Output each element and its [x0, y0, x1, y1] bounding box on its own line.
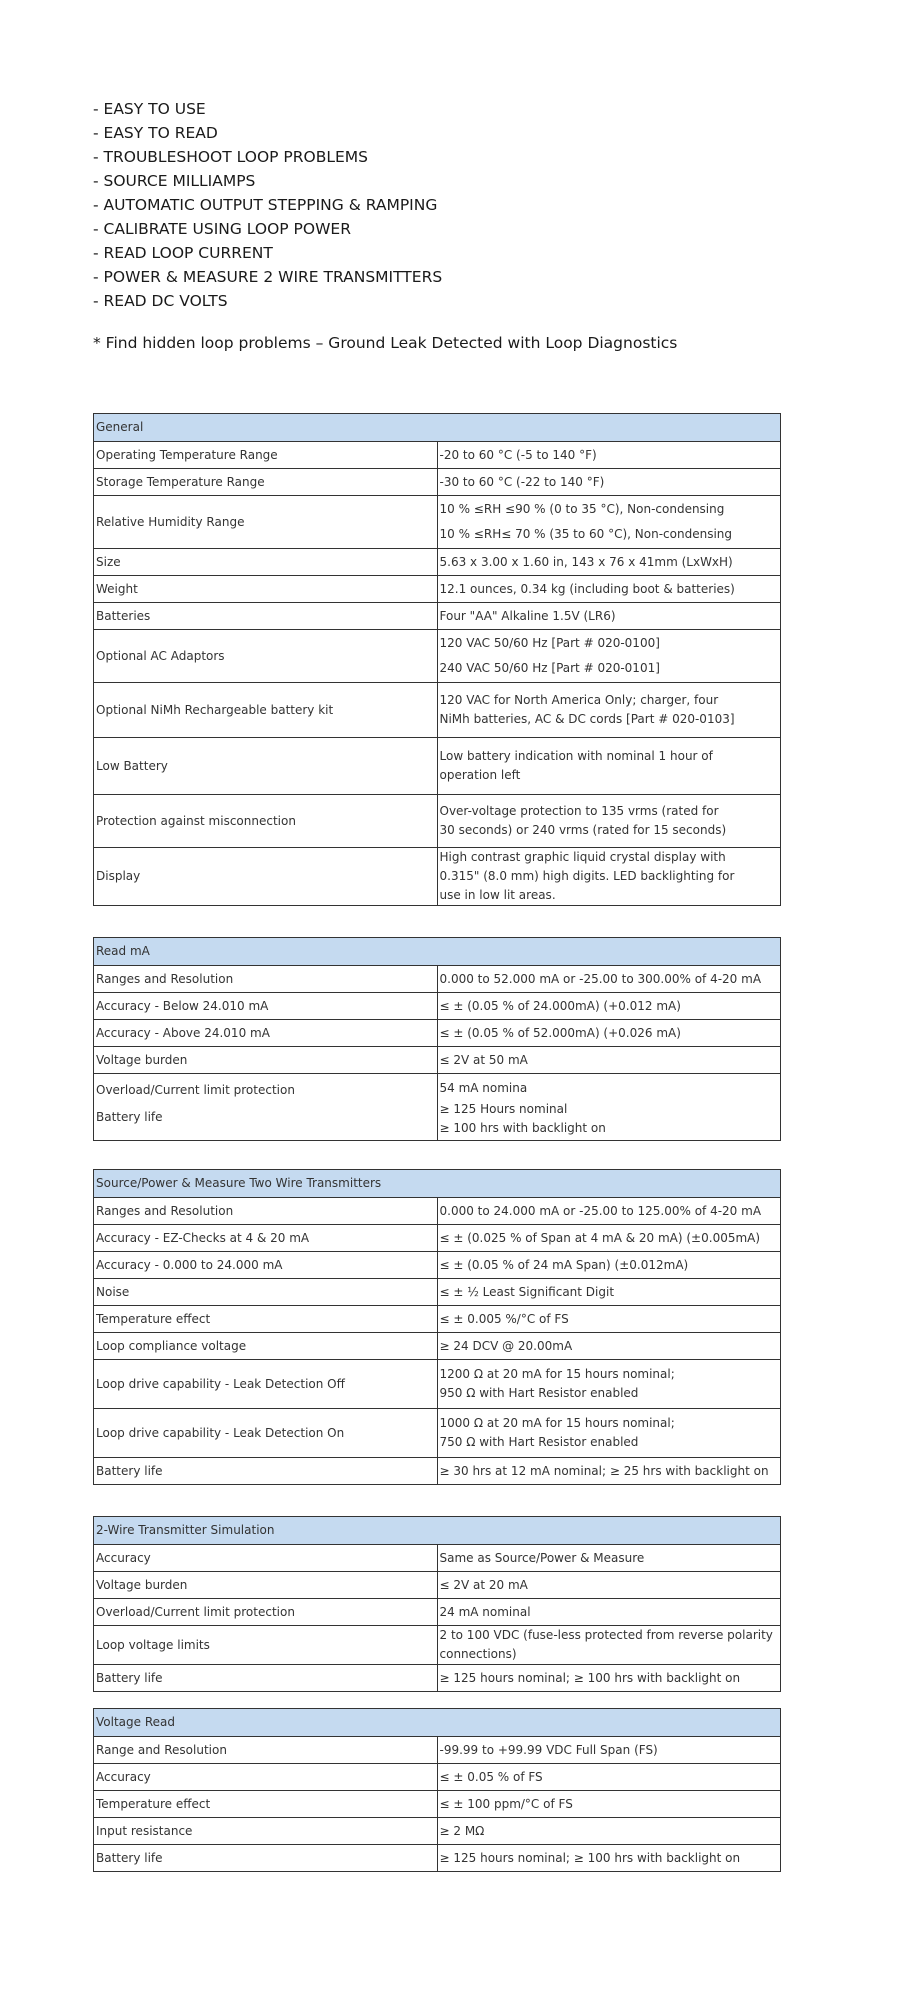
table-row [94, 496, 781, 549]
spec-value: 12.1 ounces, 0.34 kg (including boot & batteries) [437, 576, 781, 603]
spec-value: ≤ ± (0.05 % of 24.000mA) (+0.012 mA) [437, 993, 781, 1020]
spec-value: ≤ ± (0.05 % of 52.000mA) (+0.026 mA) [437, 1020, 781, 1047]
table-row [94, 1458, 781, 1485]
table-row [94, 966, 781, 993]
spec-value: ≥ 125 hours nominal; ≥ 100 hrs with backlight on [437, 1665, 781, 1692]
spec-value: ≤ ± (0.025 % of Span at 4 mA & 20 mA) (±0.005mA) [437, 1225, 781, 1252]
table-row [94, 1818, 781, 1845]
source-power-spec-table [93, 1169, 781, 1485]
table-title: Source/Power & Measure Two Wire Transmitters [94, 1170, 781, 1198]
table-row [94, 1360, 781, 1409]
table-row [94, 1020, 781, 1047]
feature-list [93, 97, 442, 313]
table-row [94, 1665, 781, 1692]
feature-item: - EASY TO USE [93, 100, 206, 118]
spec-key: Protection against misconnection [94, 795, 438, 848]
table-title: General [94, 414, 781, 442]
spec-key: Relative Humidity Range [94, 496, 438, 549]
spec-value: ≤ ± (0.05 % of 24 mA Span) (±0.012mA) [437, 1252, 781, 1279]
spec-value: Over-voltage protection to 135 vrms (rated for 30 seconds) or 240 vrms (rated for 15 seconds) [437, 795, 781, 848]
table-row [94, 576, 781, 603]
spec-key: Accuracy - 0.000 to 24.000 mA [94, 1252, 438, 1279]
table-header-row [94, 414, 781, 442]
spec-value: Low battery indication with nominal 1 hour of operation left [437, 738, 781, 795]
table-header-row [94, 1517, 781, 1545]
table-row [94, 1572, 781, 1599]
spec-key: Operating Temperature Range [94, 442, 438, 469]
spec-value: ≤ 2V at 50 mA [437, 1047, 781, 1074]
spec-key: Ranges and Resolution [94, 966, 438, 993]
feature-item: - TROUBLESHOOT LOOP PROBLEMS [93, 148, 369, 166]
spec-key: Accuracy [94, 1764, 438, 1791]
table-title: Voltage Read [94, 1709, 781, 1737]
table-row [94, 1409, 781, 1458]
spec-value: ≥ 24 DCV @ 20.00mA [437, 1333, 781, 1360]
feature-item: - EASY TO READ [93, 124, 218, 142]
read-ma-spec-table [93, 937, 781, 1141]
table-row [94, 738, 781, 795]
spec-key: Low Battery [94, 738, 438, 795]
spec-key: Optional AC Adaptors [94, 630, 438, 683]
spec-value: 120 VAC for North America Only; charger, four NiMh batteries, AC & DC cords [Part # 020-0103] [437, 683, 781, 738]
feature-item: - POWER & MEASURE 2 WIRE TRANSMITTERS [93, 268, 443, 286]
table-row [94, 1198, 781, 1225]
spec-key: Display [94, 848, 438, 906]
spec-key: Batteries [94, 603, 438, 630]
table-row [94, 1252, 781, 1279]
spec-value: High contrast graphic liquid crystal display with 0.315" (8.0 mm) high digits. LED backlighting for use in low lit areas. [437, 848, 781, 906]
spec-key: Weight [94, 576, 438, 603]
table-row [94, 1845, 781, 1872]
spec-value: 2 to 100 VDC (fuse-less protected from reverse polarity connections) [437, 1626, 781, 1665]
spec-key: Loop voltage limits [94, 1626, 438, 1665]
table-row [94, 442, 781, 469]
spec-value: 5.63 x 3.00 x 1.60 in, 143 x 76 x 41mm (LxWxH) [437, 549, 781, 576]
loop-diagnostics-note: * Find hidden loop problems – Ground Leak Detected with Loop Diagnostics [93, 334, 678, 352]
table-title: 2-Wire Transmitter Simulation [94, 1517, 781, 1545]
spec-value: ≤ ± ½ Least Significant Digit [437, 1279, 781, 1306]
table-row [94, 1333, 781, 1360]
spec-value: Same as Source/Power & Measure [437, 1545, 781, 1572]
spec-value: 120 VAC 50/60 Hz [Part # 020-0100] 240 VAC 50/60 Hz [Part # 020-0101] [437, 630, 781, 683]
spec-key: Temperature effect [94, 1791, 438, 1818]
table-row [94, 1306, 781, 1333]
spec-value: Four "AA" Alkaline 1.5V (LR6) [437, 603, 781, 630]
table-row [94, 683, 781, 738]
spec-key: Accuracy - Below 24.010 mA [94, 993, 438, 1020]
spec-value: ≤ 2V at 20 mA [437, 1572, 781, 1599]
feature-item: - READ DC VOLTS [93, 292, 228, 310]
table-header-row [94, 1170, 781, 1198]
table-header-row [94, 1709, 781, 1737]
table-row [94, 1626, 781, 1665]
table-title: Read mA [94, 938, 781, 966]
table-row [94, 549, 781, 576]
spec-key: Loop drive capability - Leak Detection Off [94, 1360, 438, 1409]
spec-key: Accuracy - EZ-Checks at 4 & 20 mA [94, 1225, 438, 1252]
table-row [94, 603, 781, 630]
spec-value: ≥ 30 hrs at 12 mA nominal; ≥ 25 hrs with backlight on [437, 1458, 781, 1485]
spec-value: -20 to 60 °C (-5 to 140 °F) [437, 442, 781, 469]
feature-item: - CALIBRATE USING LOOP POWER [93, 220, 351, 238]
spec-value: ≤ ± 0.005 %/°C of FS [437, 1306, 781, 1333]
spec-value: -99.99 to +99.99 VDC Full Span (FS) [437, 1737, 781, 1764]
spec-value: ≥ 2 MΩ [437, 1818, 781, 1845]
table-row [94, 1047, 781, 1074]
spec-value: 24 mA nominal [437, 1599, 781, 1626]
spec-key: Battery life [94, 1458, 438, 1485]
spec-value: 54 mA nomina ≥ 125 Hours nominal ≥ 100 hrs with backlight on [437, 1074, 781, 1141]
spec-key: Battery life [94, 1665, 438, 1692]
table-row [94, 1545, 781, 1572]
spec-value: ≥ 125 hours nominal; ≥ 100 hrs with backlight on [437, 1845, 781, 1872]
table-row [94, 1225, 781, 1252]
spec-value: 0.000 to 24.000 mA or -25.00 to 125.00% of 4-20 mA [437, 1198, 781, 1225]
feature-item: - SOURCE MILLIAMPS [93, 172, 256, 190]
table-row [94, 795, 781, 848]
spec-key: Ranges and Resolution [94, 1198, 438, 1225]
table-row [94, 630, 781, 683]
spec-key: Accuracy [94, 1545, 438, 1572]
voltage-read-spec-table [93, 1708, 781, 1872]
spec-key: Overload/Current limit protection [94, 1599, 438, 1626]
table-row [94, 1279, 781, 1306]
spec-key: Voltage burden [94, 1572, 438, 1599]
table-row [94, 1599, 781, 1626]
spec-key: Temperature effect [94, 1306, 438, 1333]
table-row [94, 1764, 781, 1791]
table-row [94, 848, 781, 906]
table-header-row [94, 938, 781, 966]
table-row [94, 993, 781, 1020]
spec-value: -30 to 60 °C (-22 to 140 °F) [437, 469, 781, 496]
table-row [94, 1737, 781, 1764]
table-row [94, 1074, 781, 1141]
spec-key: Size [94, 549, 438, 576]
spec-value: ≤ ± 0.05 % of FS [437, 1764, 781, 1791]
spec-key: Loop compliance voltage [94, 1333, 438, 1360]
spec-key: Optional NiMh Rechargeable battery kit [94, 683, 438, 738]
spec-key: Loop drive capability - Leak Detection On [94, 1409, 438, 1458]
feature-item: - READ LOOP CURRENT [93, 244, 273, 262]
spec-value: 0.000 to 52.000 mA or -25.00 to 300.00% of 4-20 mA [437, 966, 781, 993]
spec-value: 1000 Ω at 20 mA for 15 hours nominal; 750 Ω with Hart Resistor enabled [437, 1409, 781, 1458]
spec-key: Input resistance [94, 1818, 438, 1845]
spec-key: Battery life [94, 1845, 438, 1872]
spec-value: 1200 Ω at 20 mA for 15 hours nominal; 950 Ω with Hart Resistor enabled [437, 1360, 781, 1409]
spec-key: Range and Resolution [94, 1737, 438, 1764]
spec-value: 10 % ≤RH ≤90 % (0 to 35 °C), Non-condensing 10 % ≤RH≤ 70 % (35 to 60 °C), Non-condensing [437, 496, 781, 549]
general-spec-table [93, 413, 781, 906]
spec-key: Noise [94, 1279, 438, 1306]
spec-key: Overload/Current limit protection Battery life [94, 1074, 438, 1141]
spec-key: Accuracy - Above 24.010 mA [94, 1020, 438, 1047]
table-row [94, 1791, 781, 1818]
spec-key: Storage Temperature Range [94, 469, 438, 496]
feature-item: - AUTOMATIC OUTPUT STEPPING & RAMPING [93, 196, 438, 214]
table-row [94, 469, 781, 496]
transmitter-sim-spec-table [93, 1516, 781, 1692]
spec-key: Voltage burden [94, 1047, 438, 1074]
spec-value: ≤ ± 100 ppm/°C of FS [437, 1791, 781, 1818]
